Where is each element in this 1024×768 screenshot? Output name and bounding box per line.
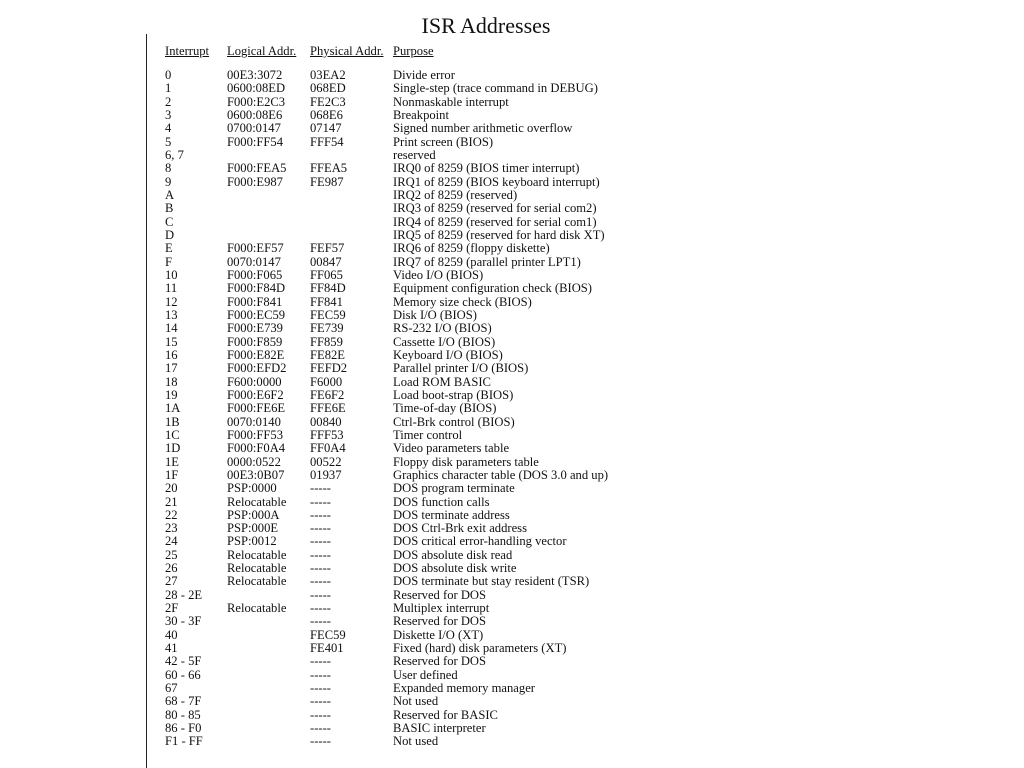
- cell-purpose: DOS function calls: [393, 494, 490, 509]
- cell-purpose: Diskette I/O (XT): [393, 627, 484, 642]
- cell-logical-address: F000:E987: [227, 174, 283, 189]
- table-row: [165, 682, 663, 695]
- cell-interrupt: 60 - 66: [165, 667, 201, 682]
- table-row: [165, 575, 663, 588]
- cell-purpose: Load boot-strap (BIOS): [393, 387, 514, 402]
- cell-interrupt: B: [165, 201, 174, 216]
- cell-purpose: Ctrl-Brk control (BIOS): [393, 414, 515, 429]
- cell-purpose: Print screen (BIOS): [393, 134, 494, 149]
- table-row: [165, 509, 663, 522]
- table-row: [165, 189, 663, 202]
- cell-physical-address: [310, 189, 393, 202]
- cell-logical-address: 0000:0522: [227, 454, 281, 469]
- cell-purpose: Expanded memory manager: [393, 681, 535, 696]
- cell-interrupt: 24: [165, 534, 178, 549]
- cell-physical-address: -----: [310, 614, 331, 629]
- table-row: [165, 229, 663, 242]
- cell-purpose: Parallel printer I/O (BIOS): [393, 361, 529, 376]
- cell-purpose: DOS terminate but stay resident (TSR): [393, 574, 590, 589]
- table-row: [165, 149, 663, 162]
- cell-interrupt: 67: [165, 681, 178, 696]
- cell-physical-address: -----: [310, 721, 331, 736]
- cell-purpose: Reserved for BASIC: [393, 707, 498, 722]
- table-row: [165, 469, 663, 482]
- cell-interrupt: 2: [165, 94, 172, 109]
- cell-logical-address: F000:F0A4: [227, 441, 286, 456]
- cell-purpose: Not used: [393, 694, 439, 709]
- cell-logical-address: Relocatable: [227, 494, 287, 509]
- cell-interrupt: 25: [165, 547, 178, 562]
- cell-logical-address: F000:FF54: [227, 134, 283, 149]
- table-row: [165, 655, 663, 668]
- cell-interrupt: 11: [165, 281, 178, 296]
- table-row: [165, 669, 663, 682]
- cell-interrupt: 14: [165, 321, 178, 336]
- cell-physical-address: 068ED: [310, 81, 346, 96]
- cell-interrupt: 19: [165, 387, 178, 402]
- cell-purpose: IRQ3 of 8259 (reserved for serial com2): [393, 201, 597, 216]
- cell-logical-address: 00E3:3072: [227, 68, 283, 82]
- cell-physical-address: 01937: [310, 467, 342, 482]
- table-row: [165, 362, 663, 375]
- cell-physical-address: -----: [310, 507, 331, 522]
- cell-interrupt: F1 - FF: [165, 734, 203, 749]
- cell-interrupt: 12: [165, 294, 178, 309]
- table-row: [165, 615, 663, 628]
- table-row: [165, 402, 663, 415]
- cell-physical-address: -----: [310, 601, 331, 616]
- cell-physical-address: FEFD2: [310, 361, 348, 376]
- cell-logical-address: F000:E739: [227, 321, 283, 336]
- table-row: [165, 242, 663, 255]
- cell-logical-address: [227, 669, 310, 682]
- cell-logical-address: Relocatable: [227, 547, 287, 562]
- cell-purpose: Single-step (trace command in DEBUG): [393, 81, 598, 96]
- cell-interrupt: 42 - 5F: [165, 654, 202, 669]
- cell-purpose: Breakpoint: [393, 107, 449, 122]
- cell-logical-address: [227, 682, 310, 695]
- cell-physical-address: -----: [310, 654, 331, 669]
- cell-interrupt: 1F: [165, 467, 179, 482]
- cell-physical-address: FE6F2: [310, 387, 345, 402]
- cell-purpose: Nonmaskable interrupt: [393, 94, 509, 109]
- cell-interrupt: 21: [165, 494, 178, 509]
- cell-purpose: reserved: [393, 147, 436, 162]
- cell-logical-address: [227, 589, 310, 602]
- cell-purpose: IRQ6 of 8259 (floppy diskette): [393, 241, 550, 256]
- cell-physical-address: FE401: [310, 641, 344, 656]
- table-row: [165, 456, 663, 469]
- cell-purpose: Cassette I/O (BIOS): [393, 334, 496, 349]
- cell-logical-address: F000:F859: [227, 334, 283, 349]
- left-margin-rule: [146, 34, 147, 768]
- cell-logical-address: PSP:000E: [227, 521, 279, 536]
- cell-interrupt: 1B: [165, 414, 180, 429]
- table-row: [165, 269, 663, 282]
- cell-interrupt: 2F: [165, 601, 179, 616]
- table-row: [165, 629, 663, 642]
- table-row: [165, 709, 663, 722]
- isr-table-container: [165, 45, 665, 749]
- cell-logical-address: F000:E2C3: [227, 94, 286, 109]
- cell-logical-address: [227, 642, 310, 655]
- cell-purpose: IRQ2 of 8259 (reserved): [393, 187, 518, 202]
- header-purpose: Purpose: [393, 44, 434, 58]
- cell-interrupt: 23: [165, 521, 178, 536]
- page-title: ISR Addresses: [421, 13, 551, 38]
- table-row: [165, 416, 663, 429]
- cell-logical-address: F000:F841: [227, 294, 283, 309]
- cell-interrupt: 18: [165, 374, 178, 389]
- cell-logical-address: F000:EC59: [227, 307, 286, 322]
- cell-logical-address: F000:EFD2: [227, 361, 287, 376]
- table-row: [165, 256, 663, 269]
- cell-logical-address: 0600:08ED: [227, 81, 286, 96]
- cell-physical-address: -----: [310, 587, 331, 602]
- table-row: [165, 349, 663, 362]
- cell-physical-address: FFEA5: [310, 161, 348, 176]
- cell-physical-address: FEF57: [310, 241, 345, 256]
- cell-logical-address: Relocatable: [227, 601, 287, 616]
- cell-purpose: Memory size check (BIOS): [393, 294, 532, 309]
- cell-purpose: IRQ7 of 8259 (parallel printer LPT1): [393, 254, 581, 269]
- cell-logical-address: [227, 216, 310, 229]
- cell-purpose: Signed number arithmetic overflow: [393, 121, 573, 136]
- cell-logical-address: [227, 695, 310, 708]
- cell-physical-address: [310, 216, 393, 229]
- cell-purpose: DOS absolute disk read: [393, 547, 513, 562]
- cell-logical-address: F000:F84D: [227, 281, 286, 296]
- cell-logical-address: F000:E82E: [227, 347, 285, 362]
- cell-purpose: DOS critical error-handling vector: [393, 534, 567, 549]
- cell-physical-address: FFF54: [310, 134, 344, 149]
- cell-interrupt: C: [165, 214, 174, 229]
- cell-purpose: IRQ1 of 8259 (BIOS keyboard interrupt): [393, 174, 600, 189]
- cell-interrupt: 41: [165, 641, 178, 656]
- cell-interrupt: 22: [165, 507, 178, 522]
- cell-physical-address: -----: [310, 667, 331, 682]
- cell-purpose: Reserved for DOS: [393, 614, 487, 629]
- cell-interrupt: 26: [165, 561, 178, 576]
- table-row: [165, 695, 663, 708]
- cell-interrupt: 17: [165, 361, 178, 376]
- cell-logical-address: 0700:0147: [227, 121, 281, 136]
- table-row: [165, 216, 663, 229]
- cell-interrupt: 9: [165, 174, 172, 189]
- cell-physical-address: [310, 149, 393, 162]
- cell-purpose: Floppy disk parameters table: [393, 454, 539, 469]
- cell-logical-address: 0600:08E6: [227, 107, 283, 122]
- cell-interrupt: 1C: [165, 427, 180, 442]
- cell-interrupt: 15: [165, 334, 178, 349]
- cell-purpose: Reserved for DOS: [393, 654, 487, 669]
- cell-physical-address: 00847: [310, 254, 342, 269]
- table-row: [165, 82, 663, 95]
- cell-interrupt: 1A: [165, 401, 181, 416]
- cell-purpose: Disk I/O (BIOS): [393, 307, 477, 322]
- cell-physical-address: FF859: [310, 334, 343, 349]
- cell-logical-address: PSP:000A: [227, 507, 280, 522]
- cell-purpose: IRQ0 of 8259 (BIOS timer interrupt): [393, 161, 580, 176]
- header-physical-address: Physical Addr.: [310, 44, 384, 58]
- table-row: [165, 202, 663, 215]
- cell-logical-address: F000:FF53: [227, 427, 283, 442]
- cell-physical-address: -----: [310, 574, 331, 589]
- cell-physical-address: 068E6: [310, 107, 343, 122]
- cell-physical-address: FE2C3: [310, 94, 346, 109]
- header-interrupt: Interrupt: [165, 44, 210, 58]
- cell-interrupt: 30 - 3F: [165, 614, 202, 629]
- cell-logical-address: Relocatable: [227, 574, 287, 589]
- cell-physical-address: FF841: [310, 294, 343, 309]
- cell-physical-address: -----: [310, 534, 331, 549]
- table-row: [165, 722, 663, 735]
- cell-logical-address: [227, 189, 310, 202]
- cell-interrupt: 4: [165, 121, 172, 136]
- cell-purpose: DOS absolute disk write: [393, 561, 517, 576]
- cell-physical-address: [310, 229, 393, 242]
- cell-physical-address: -----: [310, 481, 331, 496]
- cell-interrupt: 5: [165, 134, 172, 149]
- cell-physical-address: 03EA2: [310, 68, 346, 82]
- table-row: [165, 69, 663, 82]
- cell-purpose: DOS terminate address: [393, 507, 510, 522]
- table-row: [165, 442, 663, 455]
- cell-interrupt: 1E: [165, 454, 179, 469]
- cell-physical-address: 00840: [310, 414, 342, 429]
- table-row: [165, 309, 663, 322]
- table-row: [165, 109, 663, 122]
- cell-logical-address: F000:F065: [227, 267, 283, 282]
- cell-interrupt: 16: [165, 347, 178, 362]
- cell-purpose: Multiplex interrupt: [393, 601, 490, 616]
- table-row: [165, 282, 663, 295]
- cell-logical-address: [227, 655, 310, 668]
- cell-interrupt: 28 - 2E: [165, 587, 203, 602]
- cell-interrupt: 8: [165, 161, 172, 176]
- cell-physical-address: FFE6E: [310, 401, 346, 416]
- cell-purpose: Time-of-day (BIOS): [393, 401, 497, 416]
- cell-interrupt: E: [165, 241, 173, 256]
- cell-purpose: Equipment configuration check (BIOS): [393, 281, 592, 296]
- table-row: [165, 376, 663, 389]
- cell-purpose: Timer control: [393, 427, 463, 442]
- cell-logical-address: F000:E6F2: [227, 387, 284, 402]
- table-row: [165, 482, 663, 495]
- cell-physical-address: -----: [310, 707, 331, 722]
- cell-physical-address: -----: [310, 521, 331, 536]
- cell-physical-address: FF0A4: [310, 441, 346, 456]
- cell-physical-address: -----: [310, 694, 331, 709]
- cell-purpose: Video I/O (BIOS): [393, 267, 484, 282]
- cell-purpose: Graphics character table (DOS 3.0 and up): [393, 467, 609, 482]
- cell-interrupt: 13: [165, 307, 178, 322]
- cell-purpose: Fixed (hard) disk parameters (XT): [393, 641, 567, 656]
- cell-purpose: Divide error: [393, 68, 455, 82]
- table-row: [165, 562, 663, 575]
- table-row: [165, 642, 663, 655]
- cell-interrupt: 10: [165, 267, 178, 282]
- table-row: [165, 429, 663, 442]
- cell-interrupt: 68 - 7F: [165, 694, 202, 709]
- table-row: [165, 589, 663, 602]
- cell-logical-address: PSP:0000: [227, 481, 277, 496]
- table-row: [165, 496, 663, 509]
- cell-interrupt: 1: [165, 81, 172, 96]
- cell-physical-address: 00522: [310, 454, 342, 469]
- cell-purpose: BASIC interpreter: [393, 721, 486, 736]
- cell-logical-address: 00E3:0B07: [227, 467, 285, 482]
- cell-physical-address: -----: [310, 734, 331, 749]
- cell-physical-address: FF065: [310, 267, 343, 282]
- cell-logical-address: F000:EF57: [227, 241, 284, 256]
- table-row: [165, 389, 663, 402]
- cell-interrupt: 3: [165, 107, 172, 122]
- cell-physical-address: FE82E: [310, 347, 345, 362]
- table-row: [165, 136, 663, 149]
- cell-logical-address: [227, 202, 310, 215]
- cell-interrupt: 0: [165, 68, 172, 82]
- cell-physical-address: FE739: [310, 321, 344, 336]
- cell-logical-address: [227, 229, 310, 242]
- cell-interrupt: 80 - 85: [165, 707, 201, 722]
- cell-logical-address: [227, 722, 310, 735]
- cell-logical-address: [227, 709, 310, 722]
- cell-interrupt: 40: [165, 627, 178, 642]
- cell-logical-address: [227, 149, 310, 162]
- cell-interrupt: 27: [165, 574, 178, 589]
- cell-purpose: Keyboard I/O (BIOS): [393, 347, 503, 362]
- cell-physical-address: FFF53: [310, 427, 344, 442]
- cell-purpose: Load ROM BASIC: [393, 374, 491, 389]
- table-row: [165, 602, 663, 615]
- cell-logical-address: F000:FE6E: [227, 401, 286, 416]
- cell-purpose: IRQ5 of 8259 (reserved for hard disk XT): [393, 227, 605, 242]
- table-row: [165, 122, 663, 135]
- cell-logical-address: F000:FEA5: [227, 161, 287, 176]
- table-row: [165, 535, 663, 548]
- cell-interrupt: 1D: [165, 441, 181, 456]
- isr-address-table: [165, 45, 663, 749]
- cell-physical-address: F6000: [310, 374, 343, 389]
- cell-physical-address: 07147: [310, 121, 342, 136]
- cell-physical-address: -----: [310, 561, 331, 576]
- cell-physical-address: FEC59: [310, 307, 346, 322]
- table-header-row: [165, 45, 663, 63]
- cell-logical-address: Relocatable: [227, 561, 287, 576]
- cell-physical-address: [310, 202, 393, 215]
- table-body: [165, 69, 663, 749]
- table-row: [165, 549, 663, 562]
- cell-interrupt: 86 - F0: [165, 721, 202, 736]
- cell-purpose: Reserved for DOS: [393, 587, 487, 602]
- cell-purpose: Video parameters table: [393, 441, 510, 456]
- header-logical-address: Logical Addr.: [227, 44, 297, 58]
- cell-physical-address: FF84D: [310, 281, 346, 296]
- table-row: [165, 522, 663, 535]
- cell-purpose: DOS program terminate: [393, 481, 515, 496]
- cell-interrupt: 20: [165, 481, 178, 496]
- table-row: [165, 96, 663, 109]
- cell-logical-address: [227, 629, 310, 642]
- cell-interrupt: 6, 7: [165, 147, 184, 162]
- cell-physical-address: FEC59: [310, 627, 346, 642]
- cell-logical-address: PSP:0012: [227, 534, 277, 549]
- cell-logical-address: [227, 735, 310, 748]
- table-row: [165, 322, 663, 335]
- cell-physical-address: -----: [310, 681, 331, 696]
- cell-physical-address: FE987: [310, 174, 344, 189]
- cell-logical-address: 0070:0140: [227, 414, 281, 429]
- table-row: [165, 296, 663, 309]
- cell-interrupt: A: [165, 187, 175, 202]
- cell-purpose: Not used: [393, 734, 439, 749]
- cell-physical-address: -----: [310, 494, 331, 509]
- cell-logical-address: 0070:0147: [227, 254, 281, 269]
- cell-physical-address: -----: [310, 547, 331, 562]
- table-row: [165, 176, 663, 189]
- table-row: [165, 162, 663, 175]
- cell-purpose: IRQ4 of 8259 (reserved for serial com1): [393, 214, 597, 229]
- cell-purpose: DOS Ctrl-Brk exit address: [393, 521, 527, 536]
- cell-interrupt: D: [165, 227, 175, 242]
- cell-logical-address: [227, 615, 310, 628]
- cell-interrupt: F: [165, 254, 173, 269]
- table-row: [165, 735, 663, 748]
- table-row: [165, 336, 663, 349]
- cell-purpose: User defined: [393, 667, 458, 682]
- cell-logical-address: F600:0000: [227, 374, 282, 389]
- cell-purpose: RS-232 I/O (BIOS): [393, 321, 492, 336]
